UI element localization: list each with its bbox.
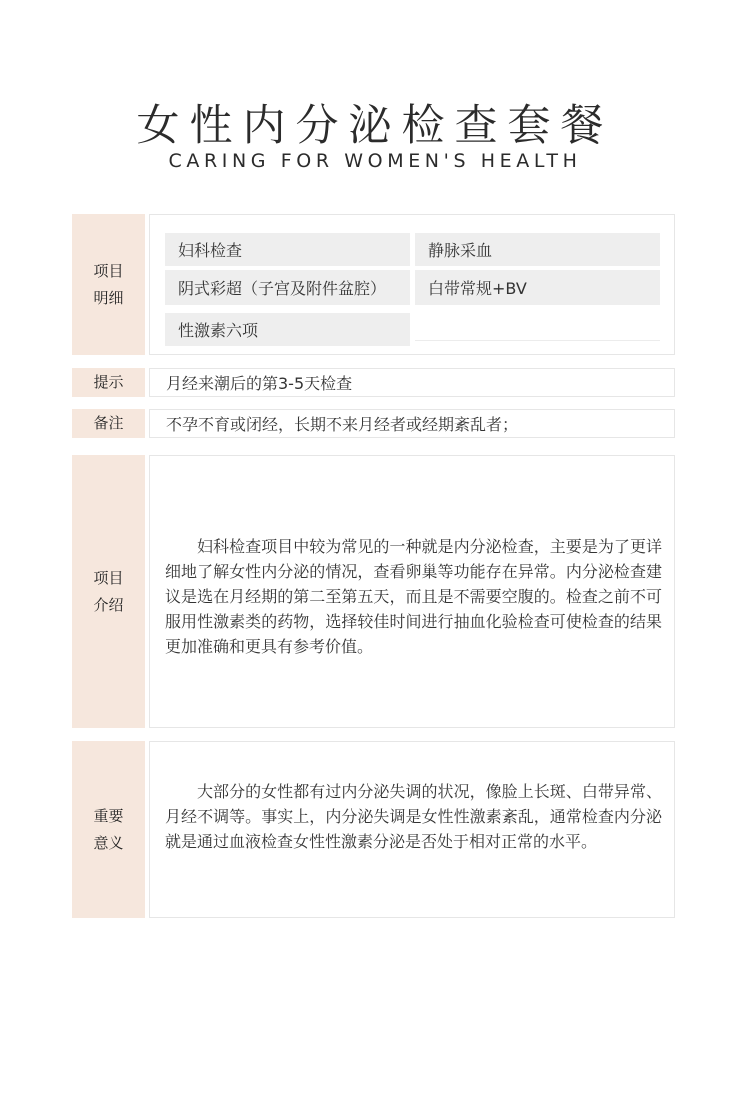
item-cell: 白带常规+BV: [415, 270, 660, 305]
significance-label-line2: 意义: [93, 833, 124, 852]
item-cell: 妇科检查: [165, 233, 410, 266]
item-cell-empty: [415, 313, 660, 341]
note-label-text: 备注: [93, 414, 124, 432]
tip-box: [149, 368, 675, 397]
significance-label: [72, 741, 145, 918]
items-box: [149, 214, 675, 355]
page-title: 女性内分泌检查套餐: [136, 101, 614, 151]
item-cell: 性激素六项: [165, 313, 410, 346]
item-cell: 静脉采血: [415, 233, 660, 266]
significance-paragraph: 大部分的女性都有过内分泌失调的状况，像脸上长斑、白带异常、月经不调等。事实上，内分泌失调是女性性激素紊乱，通常检查内分泌就是通过血液检查女性性激素分泌是否处于相对正常的水平。: [165, 782, 662, 851]
intro-paragraph: 妇科检查项目中较为常见的一种就是内分泌检查，主要是为了更详细地了解女性内分泌的情况，查看卵巢等功能存在异常。内分泌检查建议是选在月经期的第二至第五天，而且是不需要空腹的。检查之前不可服用性激素类的药物，选择较佳时间进行抽血化验检查可使检查的结果更加准确和更具有参考价值。: [165, 537, 662, 656]
tip-text: 月经来潮后的第3-5天检查: [166, 374, 353, 393]
intro-label: [72, 455, 145, 728]
note-box: [149, 409, 675, 438]
tip-label-text: 提示: [93, 373, 124, 391]
page-subtitle: CARING FOR WOMEN'S HEALTH: [168, 150, 582, 172]
significance-label-line1: 重要: [93, 806, 124, 825]
tip-label: [72, 368, 145, 397]
item-cell: 阴式彩超（子宫及附件盆腔）: [165, 270, 410, 305]
items-label: [72, 214, 145, 355]
note-text: 不孕不育或闭经，长期不来月经者或经期紊乱者；: [166, 415, 519, 434]
significance-box: [149, 741, 675, 918]
items-label-line2: 明细: [93, 288, 124, 307]
intro-label-line1: 项目: [93, 568, 124, 587]
intro-label-line2: 介绍: [93, 595, 124, 614]
items-label-line1: 项目: [93, 261, 124, 280]
note-label: [72, 409, 145, 438]
intro-box: [149, 455, 675, 728]
